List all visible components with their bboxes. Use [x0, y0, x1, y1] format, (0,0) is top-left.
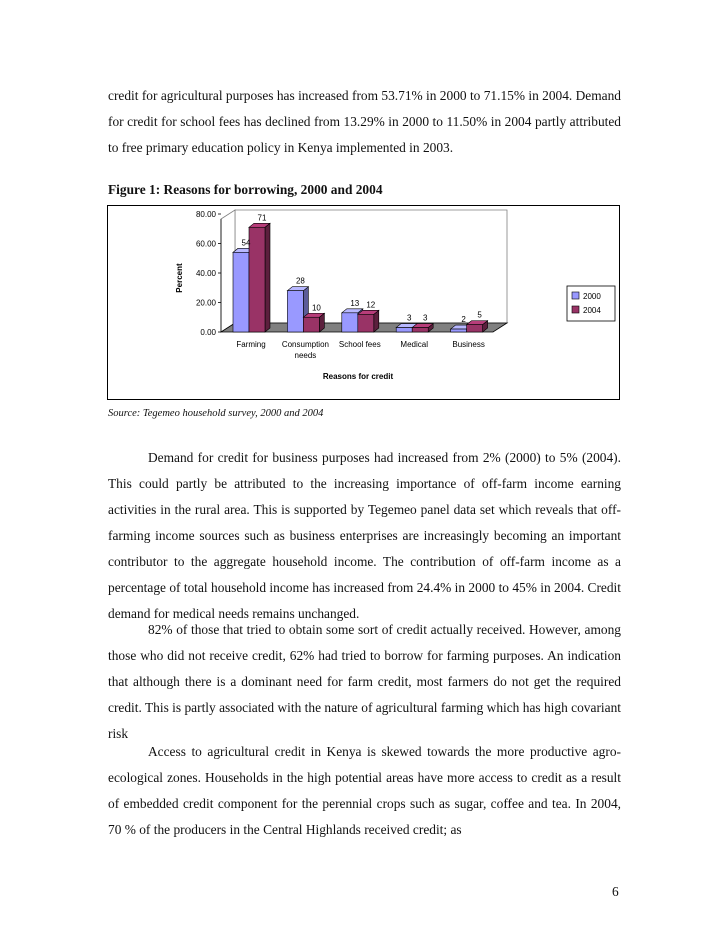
data-label-2004-3: 3	[422, 313, 428, 323]
bar-2000-4	[451, 329, 467, 332]
y-tick-label: 0.00	[200, 328, 216, 337]
chart-frame	[107, 205, 620, 400]
borrowing-reasons-chart	[108, 206, 619, 399]
bar-2004-0	[249, 227, 265, 332]
bar-side-2004-0	[265, 223, 270, 332]
bar-2004-4	[467, 325, 483, 332]
y-tick-label: 20.00	[195, 298, 216, 308]
figure-title: Figure 1: Reasons for borrowing, 2000 and 2004	[108, 182, 383, 197]
bar-2004-2	[358, 314, 374, 332]
y-tick-label: 40.00	[195, 269, 216, 278]
paragraph-intro: credit for agricultural purposes has increased from 53.71% in 2000 to 71.15% in 2004. Demand for credit for school fees has declined from 13.29% in 2000 to 11.50% in 2004 partly attributed to free primary education policy in Kenya implemented in 2003.	[108, 88, 621, 155]
data-label-2000-3: 3	[406, 313, 412, 323]
legend-swatch-2000	[572, 292, 579, 299]
bar-2000-3	[396, 328, 412, 332]
data-label-2000-0: 54	[241, 238, 251, 248]
bar-2004-3	[412, 328, 428, 332]
data-label-2004-0: 71	[257, 213, 267, 223]
bar-2004-1	[303, 317, 319, 332]
legend-label-2004: 2004	[583, 306, 601, 315]
paragraph-credit-received: 82% of those that tried to obtain some sort of credit actually received. However, among those who did not receive credit, 62% had tried to borrow for farming purposes. An indication that although there is a dominant need for farm credit, most farmers do not get the required credit. This is partly associated with the nature of agricultural farming which has high covariant risk	[108, 622, 621, 741]
paragraph-business: Demand for credit for business purposes had increased from 2% (2000) to 5% (2004). This could partly be attributed to the increasing importance of off-farm income earning activities in the rural area. This is supported by Tegemeo panel data set which reveals that off-farming income sources such as business enterprises are increasingly becoming an important contributor to the aggregate household income. The contribution of off-farm income as a percentage of total household income has increased from 24.4% in 2000 to 45% in 2004. Credit demand for medical needs remains unchanged.	[108, 450, 621, 621]
x-tick-label: needs	[294, 351, 317, 360]
data-label-2000-1: 28	[295, 276, 305, 286]
bar-2000-0	[233, 252, 249, 332]
data-label-2004-2: 12	[366, 300, 376, 310]
x-tick-label: Business	[452, 340, 485, 349]
legend-swatch-2004	[572, 306, 579, 313]
bar-2000-1	[287, 291, 303, 332]
x-tick-label: School fees	[338, 340, 381, 349]
y-axis-title: Percent	[175, 263, 184, 293]
data-label-2004-4: 5	[477, 310, 482, 320]
y-tick-label: 60.00	[195, 239, 216, 249]
data-label-2000-4: 2	[461, 315, 466, 325]
legend-label-2000: 2000	[583, 292, 601, 301]
page-number: 6	[612, 884, 619, 899]
bar-2000-2	[342, 313, 358, 332]
figure-source: Source: Tegemeo household survey, 2000 and 2004	[108, 408, 324, 419]
x-tick-label: Consumption	[281, 340, 329, 349]
y-tick-label: 80.00	[195, 210, 216, 219]
data-label-2000-2: 13	[350, 298, 360, 308]
data-label-2004-1: 10	[311, 303, 321, 313]
paragraph-access: Access to agricultural credit in Kenya is skewed towards the more productive agro-ecological zones. Households in the high potential areas have more access to credit as a result of embedded credit component for the perennial crops such as sugar, coffee and tea. In 2004, 70 % of the producers in the Central Highlands received credit; as	[108, 744, 621, 837]
x-tick-label: Farming	[236, 340, 266, 349]
x-tick-label: Medical	[400, 340, 428, 349]
x-axis-title: Reasons for credit	[322, 372, 394, 381]
